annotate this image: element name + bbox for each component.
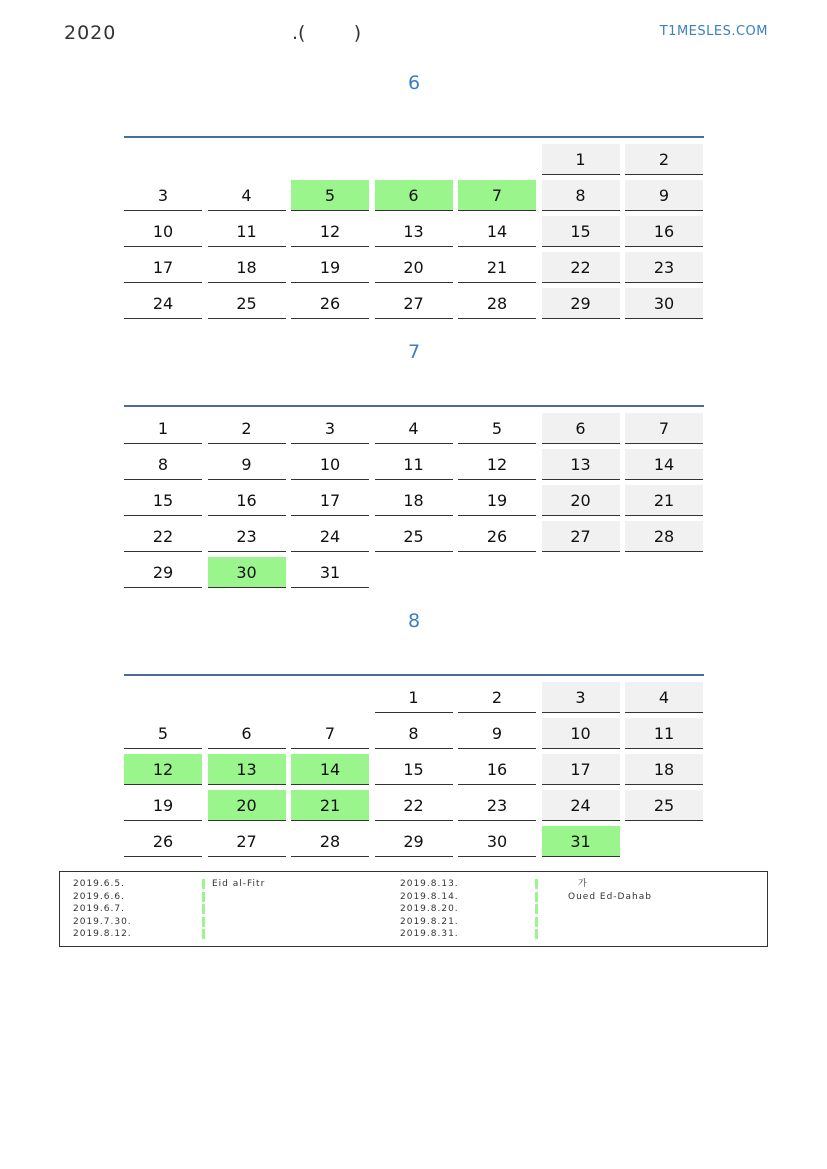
day-cell: 25 [375,521,453,552]
holiday-color-marker [202,879,205,889]
day-cell: 7 [625,413,703,444]
day-cell: 30 [458,826,536,857]
day-cell: 10 [542,718,620,749]
day-cell: 31 [291,557,369,588]
day-cell: 29 [124,557,202,588]
day-cell: 19 [458,485,536,516]
day-cell: 1 [375,682,453,713]
day-cell: 18 [375,485,453,516]
day-cell: 19 [291,252,369,283]
legend-holiday-name: 가 [578,879,588,889]
day-cell: 29 [542,288,620,319]
page-header [64,20,768,48]
day-cell: 9 [458,718,536,749]
day-cell: 13 [208,754,286,785]
day-cell: 24 [291,521,369,552]
day-cell: 12 [458,449,536,480]
day-cell: 3 [124,180,202,211]
day-cell: 4 [208,180,286,211]
day-cell: 27 [208,826,286,857]
legend-date: 2019.8.12. [73,929,132,939]
day-cell: 15 [124,485,202,516]
legend-date: 2019.8.20. [400,904,459,914]
day-cell: 6 [542,413,620,444]
day-cell: 23 [208,521,286,552]
month-title: 7 [407,341,421,363]
day-cell: 5 [458,413,536,444]
day-cell: 21 [458,252,536,283]
day-cell: 26 [458,521,536,552]
day-cell: 2 [458,682,536,713]
day-cell: 23 [625,252,703,283]
day-cell: 25 [625,790,703,821]
day-cell: 26 [124,826,202,857]
day-cell: 22 [542,252,620,283]
day-cell: 10 [291,449,369,480]
day-cell: 16 [625,216,703,247]
day-cell: 17 [291,485,369,516]
day-cell: 28 [625,521,703,552]
day-cell: 14 [291,754,369,785]
legend-date: 2019.8.31. [400,929,459,939]
holiday-color-marker [202,929,205,939]
day-cell: 15 [375,754,453,785]
holiday-color-marker [535,904,538,914]
day-cell: 1 [542,144,620,175]
day-cell: 18 [208,252,286,283]
day-cell: 17 [124,252,202,283]
day-cell: 13 [375,216,453,247]
day-cell: 2 [625,144,703,175]
day-cell: 6 [375,180,453,211]
holiday-color-marker [535,917,538,927]
day-cell: 21 [291,790,369,821]
day-cell: 31 [542,826,620,857]
day-cell: 30 [625,288,703,319]
day-cell: 24 [124,288,202,319]
month-title: 8 [407,610,421,632]
legend-holiday-name: Oued Ed-Dahab [568,891,652,902]
day-cell: 9 [625,180,703,211]
day-cell: 20 [375,252,453,283]
month-top-rule [124,674,704,676]
day-cell: 30 [208,557,286,588]
holiday-legend [59,871,768,947]
holiday-color-marker [535,929,538,939]
day-cell: 20 [542,485,620,516]
day-cell: 18 [625,754,703,785]
legend-date: 2019.8.13. [400,879,459,889]
day-cell: 5 [291,180,369,211]
day-cell: 6 [208,718,286,749]
day-cell: 29 [375,826,453,857]
holiday-color-marker [535,892,538,902]
page-subtitle: .( ) [292,22,362,44]
day-cell: 12 [124,754,202,785]
day-cell: 7 [458,180,536,211]
day-cell: 17 [542,754,620,785]
day-cell: 22 [124,521,202,552]
holiday-color-marker [202,904,205,914]
day-cell: 23 [458,790,536,821]
day-cell: 20 [208,790,286,821]
day-cell: 14 [458,216,536,247]
legend-date: 2019.8.14. [400,891,459,902]
holiday-color-marker [202,917,205,927]
day-cell: 25 [208,288,286,319]
holiday-color-marker [535,879,538,889]
day-cell: 27 [375,288,453,319]
day-cell: 1 [124,413,202,444]
legend-holiday-name: Eid al-Fitr [212,879,266,889]
day-cell: 19 [124,790,202,821]
day-cell: 10 [124,216,202,247]
day-cell: 24 [542,790,620,821]
site-link[interactable]: T1MESLES.COM [659,24,768,39]
day-cell: 12 [291,216,369,247]
day-cell: 15 [542,216,620,247]
day-cell: 2 [208,413,286,444]
day-cell: 28 [458,288,536,319]
year-label: 2020 [64,22,117,44]
day-cell: 21 [625,485,703,516]
holiday-color-marker [202,892,205,902]
day-cell: 28 [291,826,369,857]
day-cell: 13 [542,449,620,480]
legend-date: 2019.8.21. [400,916,459,927]
day-cell: 9 [208,449,286,480]
month-top-rule [124,136,704,138]
legend-date: 2019.6.5. [73,879,125,889]
legend-date: 2019.7.30. [73,916,132,927]
day-cell: 11 [625,718,703,749]
day-cell: 4 [625,682,703,713]
day-cell: 3 [291,413,369,444]
day-cell: 26 [291,288,369,319]
day-cell: 11 [208,216,286,247]
day-cell: 7 [291,718,369,749]
day-cell: 4 [375,413,453,444]
day-cell: 5 [124,718,202,749]
day-cell: 8 [124,449,202,480]
month-title: 6 [407,72,421,94]
day-cell: 11 [375,449,453,480]
day-cell: 8 [375,718,453,749]
day-cell: 8 [542,180,620,211]
day-cell: 3 [542,682,620,713]
day-cell: 16 [208,485,286,516]
legend-date: 2019.6.6. [73,891,125,902]
day-cell: 16 [458,754,536,785]
day-cell: 27 [542,521,620,552]
day-cell: 22 [375,790,453,821]
month-top-rule [124,405,704,407]
day-cell: 14 [625,449,703,480]
legend-date: 2019.6.7. [73,904,125,914]
